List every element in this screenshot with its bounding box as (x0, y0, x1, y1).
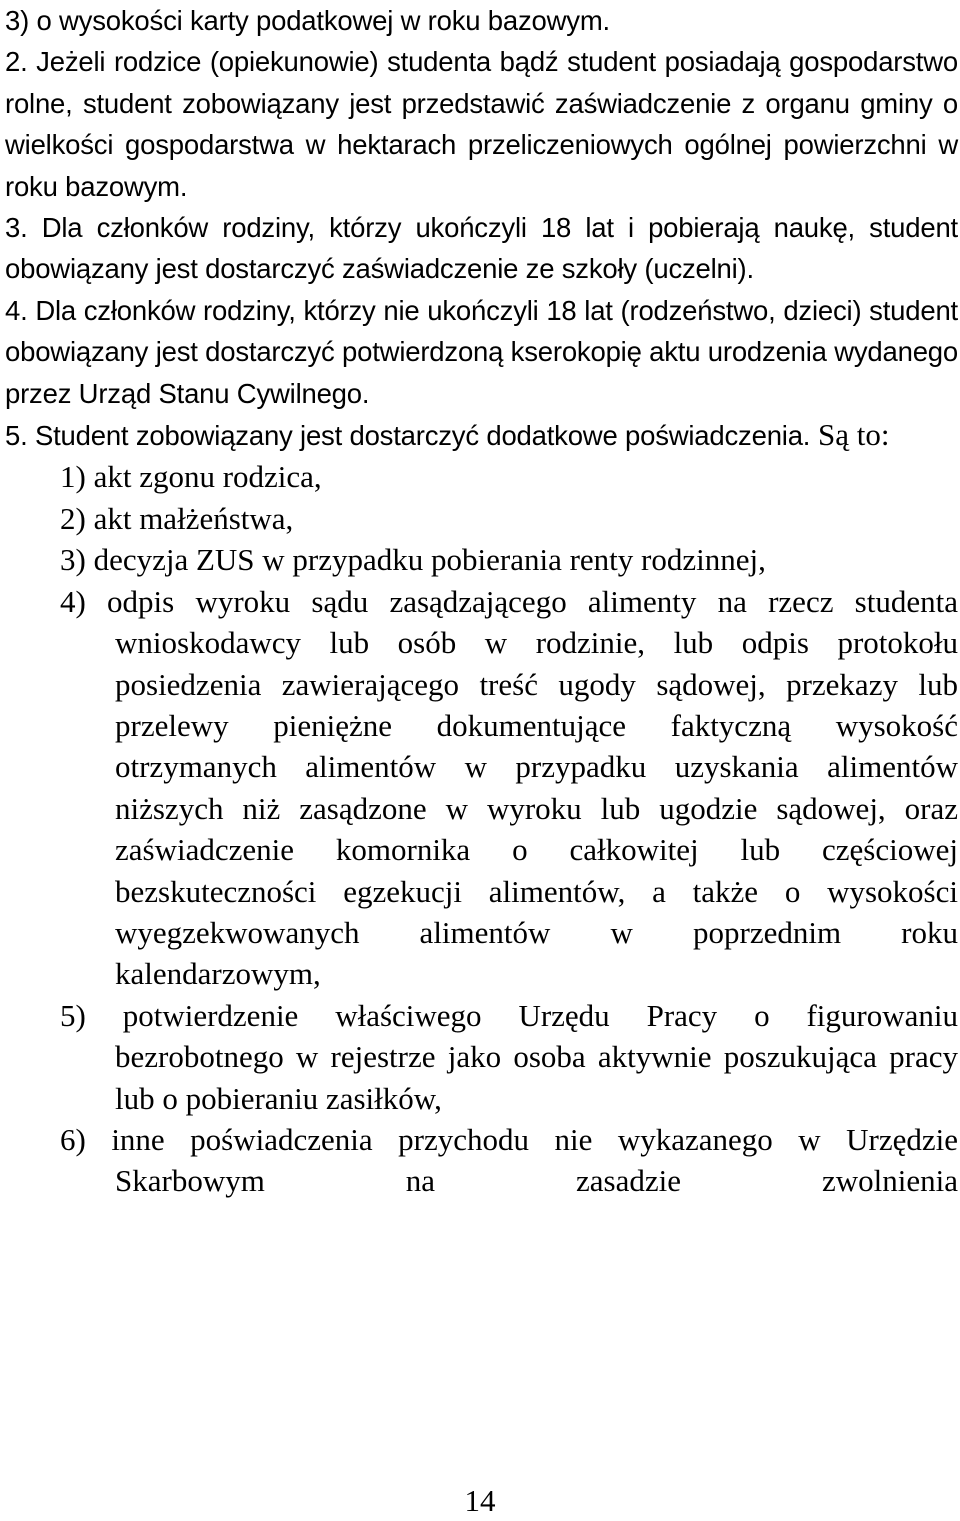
tax-card-item: 3) o wysokości karty podatkowej w roku bazowym. (5, 5, 610, 36)
birth-certificate-paragraph: 4. Dla członków rodziny, którzy nie ukończyli 18 lat (rodzeństwo, dzieci) student obowiązany jest dostarczyć potwierdzoną kserokopię aktu urodzenia wydanego przez Urząd Stanu Cywilnego. (5, 294, 958, 409)
additional-documents-intro: 5. Student zobowiązany jest dostarczyć dodatkowe poświadczenia. (5, 420, 811, 452)
list-item: 4) odpis wyroku sądu zasądzającego alimenty na rzecz studenta wnioskodawcy lub osób w rodzinie, lub odpis protokołu posiedzenia zawierającego treść ugody sądowej, przekazy lub przelewy pieniężne dokumentujące faktyczną wysokość otrzymanych alimentów w przypadku uzyskania alimentów niższych niż zasądzone w wyroku lub ugodzie sądowej, oraz zaświadczenie komornika o całkowitej lub częściowej bezskuteczności egzekucji alimentów, a także o wysokości wyegzekwowanych alimentów w poprzednim roku kalendarzowym, (60, 583, 958, 992)
list-item: 2) akt małżeństwa, (60, 500, 294, 536)
school-certificate-paragraph: 3. Dla członków rodziny, którzy ukończyli 18 lat i pobierają naukę, student obowiązany jest dostarczyć zaświadczenie ze szkoły (uczelni). (5, 212, 958, 285)
additional-documents-paragraph (5, 414, 958, 456)
document-list (5, 456, 958, 1201)
list-item: 1) akt zgonu rodzica, (60, 459, 322, 495)
farm-certificate-paragraph: 2. Jeżeli rodzice (opiekunowie) studenta bądź student posiadają gospodarstwo rolne, student zobowiązany jest przedstawić zaświadczenie z organu gminy o wielkości gospodarstwa w hektarach przeliczeniowych ogólnej powierzchni w roku bazowym. (5, 46, 958, 202)
additional-documents-lead: Są to: (810, 417, 890, 453)
page-number: 14 (464, 1483, 496, 1518)
list-item: 3) decyzja ZUS w przypadku pobierania renty rodzinnej, (60, 542, 766, 578)
list-item: 5) potwierdzenie właściwego Urzędu Pracy o figurowaniu bezrobotnego w rejestrze jako osoba aktywnie poszukująca pracy lub o pobieraniu zasiłków, (60, 997, 958, 1116)
list-item: 6) inne poświadczenia przychodu nie wykazanego w Urzędzie Skarbowym na zasadzie zwolnienia (60, 1121, 958, 1199)
document-page (5, 0, 958, 1202)
